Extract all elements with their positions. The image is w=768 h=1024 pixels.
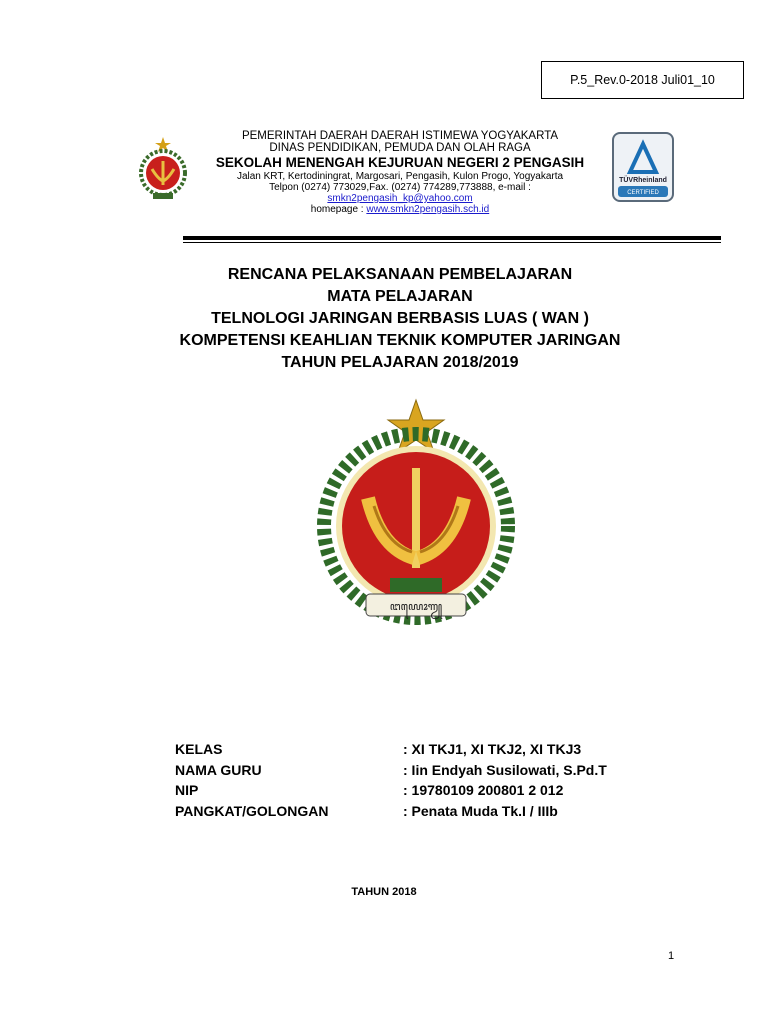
info-label: PANGKAT/GOLONGAN [175,802,329,819]
title-line: KOMPETENSI KEAHLIAN TEKNIK KOMPUTER JARINGAN [179,332,621,349]
info-value: : XI TKJ1, XI TKJ2, XI TKJ3 [403,741,582,757]
svg-text:CERTIFIED: CERTIFIED [627,190,659,196]
letterhead-address: Jalan KRT, Kertodiningrat, Margosari, Pengasih, Kulon Progo, Yogyakarta [236,171,564,182]
info-row [175,780,607,801]
teacher-info-table [175,739,607,821]
document-reference-box: P.5_Rev.0-2018 Juli01_10 [541,61,744,99]
info-row [175,739,607,760]
title-line: TAHUN PELAJARAN 2018/2019 [281,354,519,371]
document-title-block [100,264,700,374]
info-row [175,801,607,822]
document-year: TAHUN 2018 [351,886,417,898]
letterhead-school-name: SEKOLAH MENENGAH KEJURUAN NEGERI 2 PENGASIH [215,155,585,170]
info-value: : 19780109 200801 2 012 [403,782,564,798]
homepage-label: homepage : [310,204,367,215]
page-number: 1 [668,950,675,962]
letterhead-divider-thick [183,236,721,240]
letterhead-department: DINAS PENDIDIKAN, PEMUDA DAN OLAH RAGA [269,142,531,154]
letterhead [200,130,600,215]
info-label: NAMA GURU [175,761,262,778]
title-line: RENCANA PELAKSANAAN PEMBELAJARAN [227,266,573,283]
title-line: TELNOLOGI JARINGAN BERBASIS LUAS ( WAN ) [211,310,589,327]
svg-text:TÜVRheinland: TÜVRheinland [619,177,667,184]
info-value: : Penata Muda Tk.I / IIIb [403,802,558,819]
info-label: NIP [175,782,199,798]
info-value: : Iin Endyah Susilowati, S.Pd.T [403,761,607,778]
tuv-certified-logo-icon [612,132,674,202]
province-emblem-icon [310,398,522,630]
info-row [175,760,607,781]
info-label: KELAS [175,741,223,757]
letterhead-phone: Telpon (0274) 773029,Fax. (0274) 774289,773888, e-mail : [269,182,531,193]
letterhead-government: PEMERINTAH DAERAH DAERAH ISTIMEWA YOGYAKARTA [241,130,559,142]
title-line: MATA PELAJARAN [327,288,473,305]
svg-text:ꦔꦪꦺꦴꦒꦾ: ꦔꦪꦺꦴꦒꦾ [389,601,443,613]
homepage-link[interactable]: www.smkn2pengasih.sch.id [366,204,490,215]
email-link[interactable]: smkn2pengasih_kp@yahoo.com [327,193,473,204]
province-emblem-small-icon [138,135,188,203]
letterhead-divider-thin [183,242,721,243]
